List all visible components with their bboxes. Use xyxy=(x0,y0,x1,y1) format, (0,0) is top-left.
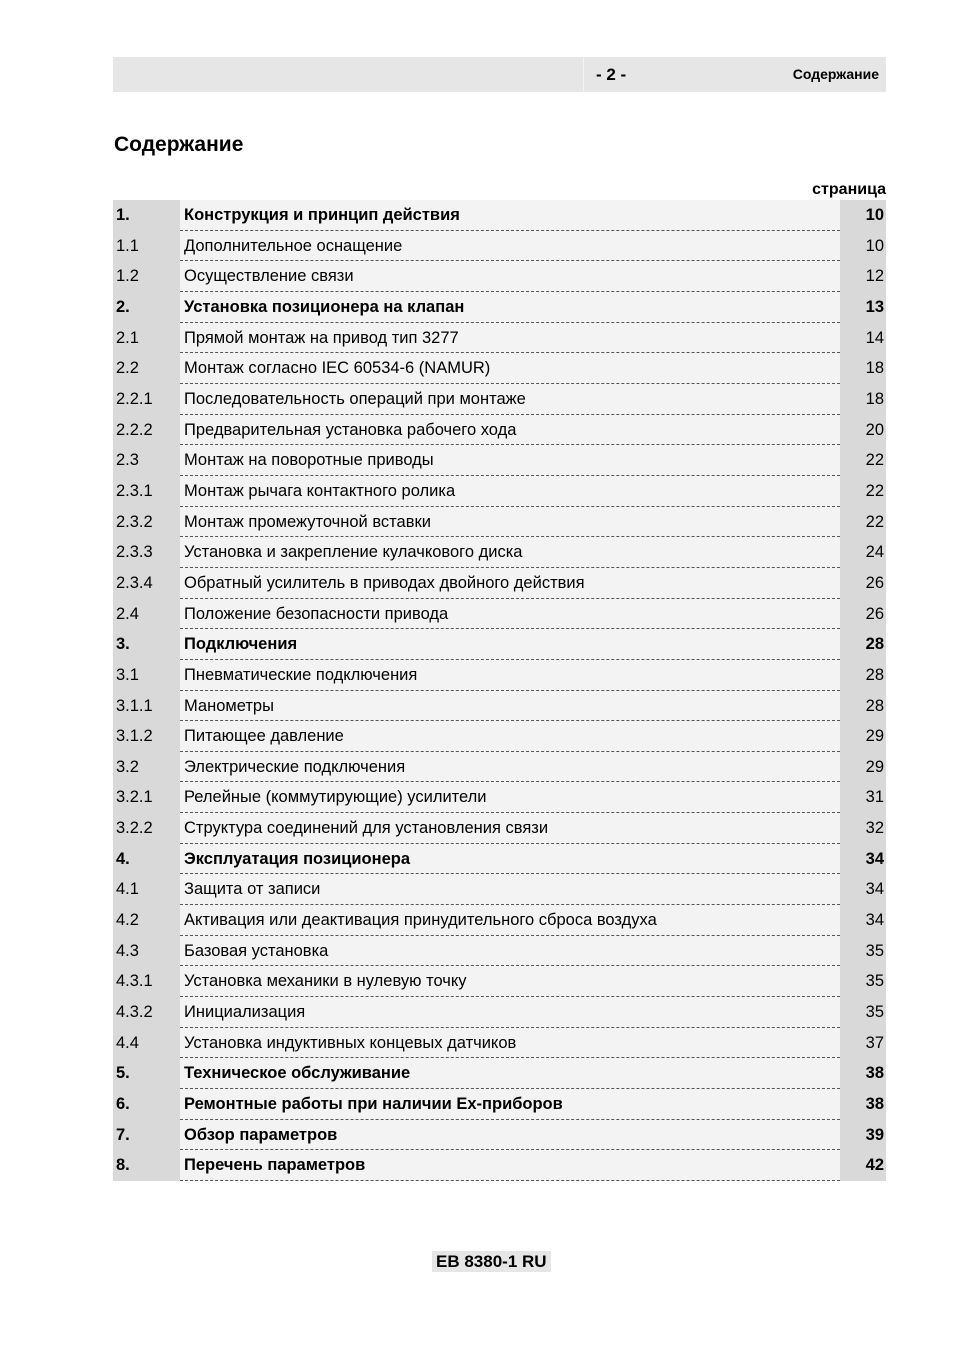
toc-number: 2.4 xyxy=(113,599,180,630)
toc-entry[interactable] xyxy=(113,660,886,691)
toc-number: 1. xyxy=(113,200,180,231)
toc-entry[interactable] xyxy=(113,1120,886,1151)
toc-number: 1.2 xyxy=(113,261,180,292)
toc-page: 24 xyxy=(840,537,886,568)
page-title: Содержание xyxy=(114,133,244,156)
toc-page: 39 xyxy=(840,1120,886,1151)
toc-title: Релейные (коммутирующие) усилители xyxy=(180,782,840,813)
toc-page: 32 xyxy=(840,813,886,844)
toc-number: 2.3.3 xyxy=(113,537,180,568)
toc-entry[interactable] xyxy=(113,1089,886,1120)
toc-title: Обратный усилитель в приводах двойного действия xyxy=(180,568,840,599)
toc-title: Конструкция и принцип действия xyxy=(180,200,840,231)
toc-number: 2.3 xyxy=(113,445,180,476)
toc-page: 22 xyxy=(840,476,886,507)
toc-entry[interactable] xyxy=(113,874,886,905)
toc-title: Положение безопасности привода xyxy=(180,599,840,630)
toc-title: Установка позиционера на клапан xyxy=(180,292,840,323)
toc-title: Перечень параметров xyxy=(180,1150,840,1181)
toc-entry[interactable] xyxy=(113,782,886,813)
table-of-contents xyxy=(113,200,886,1181)
toc-entry[interactable] xyxy=(113,752,886,783)
toc-page: 34 xyxy=(840,874,886,905)
toc-entry[interactable] xyxy=(113,966,886,997)
toc-entry[interactable] xyxy=(113,844,886,875)
toc-entry[interactable] xyxy=(113,936,886,967)
toc-entry[interactable] xyxy=(113,1058,886,1089)
toc-entry[interactable] xyxy=(113,599,886,630)
toc-page: 22 xyxy=(840,445,886,476)
toc-page: 28 xyxy=(840,691,886,722)
toc-title: Ремонтные работы при наличии Ex-приборов xyxy=(180,1089,840,1120)
toc-title: Осуществление связи xyxy=(180,261,840,292)
toc-entry[interactable] xyxy=(113,323,886,354)
toc-title: Последовательность операций при монтаже xyxy=(180,384,840,415)
toc-title: Монтаж на поворотные приводы xyxy=(180,445,840,476)
toc-page: 35 xyxy=(840,997,886,1028)
toc-entry[interactable] xyxy=(113,415,886,446)
toc-page: 42 xyxy=(840,1150,886,1181)
toc-entry[interactable] xyxy=(113,537,886,568)
toc-number: 3.1.2 xyxy=(113,721,180,752)
toc-title: Базовая установка xyxy=(180,936,840,967)
toc-page: 31 xyxy=(840,782,886,813)
toc-page: 29 xyxy=(840,721,886,752)
toc-page: 37 xyxy=(840,1028,886,1059)
toc-page: 12 xyxy=(840,261,886,292)
toc-page: 35 xyxy=(840,936,886,967)
toc-page: 18 xyxy=(840,384,886,415)
page-number: - 2 - xyxy=(583,57,626,92)
toc-page: 28 xyxy=(840,629,886,660)
toc-title: Защита от записи xyxy=(180,874,840,905)
toc-entry[interactable] xyxy=(113,905,886,936)
toc-entry[interactable] xyxy=(113,1150,886,1181)
toc-entry[interactable] xyxy=(113,721,886,752)
toc-title: Установка и закрепление кулачкового диска xyxy=(180,537,840,568)
toc-number: 4. xyxy=(113,844,180,875)
toc-title: Монтаж согласно IEC 60534-6 (NAMUR) xyxy=(180,353,840,384)
toc-title: Предварительная установка рабочего хода xyxy=(180,415,840,446)
toc-title: Обзор параметров xyxy=(180,1120,840,1151)
toc-number: 2.1 xyxy=(113,323,180,354)
toc-page: 35 xyxy=(840,966,886,997)
toc-entry[interactable] xyxy=(113,997,886,1028)
toc-number: 6. xyxy=(113,1089,180,1120)
toc-entry[interactable] xyxy=(113,507,886,538)
toc-number: 2.3.4 xyxy=(113,568,180,599)
toc-entry[interactable] xyxy=(113,353,886,384)
toc-number: 4.3.2 xyxy=(113,997,180,1028)
toc-page: 14 xyxy=(840,323,886,354)
page-header xyxy=(113,57,886,92)
toc-title: Электрические подключения xyxy=(180,752,840,783)
toc-entry[interactable] xyxy=(113,691,886,722)
toc-page: 13 xyxy=(840,292,886,323)
toc-page: 34 xyxy=(840,905,886,936)
toc-entry[interactable] xyxy=(113,445,886,476)
toc-page: 28 xyxy=(840,660,886,691)
toc-number: 4.3 xyxy=(113,936,180,967)
toc-title: Дополнительное оснащение xyxy=(180,231,840,262)
toc-number: 5. xyxy=(113,1058,180,1089)
toc-entry[interactable] xyxy=(113,292,886,323)
toc-page: 18 xyxy=(840,353,886,384)
toc-title: Монтаж рычага контактного ролика xyxy=(180,476,840,507)
toc-number: 3.1 xyxy=(113,660,180,691)
toc-number: 3.2.1 xyxy=(113,782,180,813)
toc-page: 22 xyxy=(840,507,886,538)
toc-number: 2.2.1 xyxy=(113,384,180,415)
toc-number: 4.3.1 xyxy=(113,966,180,997)
toc-entry[interactable] xyxy=(113,1028,886,1059)
toc-title: Прямой монтаж на привод тип 3277 xyxy=(180,323,840,354)
toc-title: Техническое обслуживание xyxy=(180,1058,840,1089)
toc-entry[interactable] xyxy=(113,813,886,844)
toc-number: 8. xyxy=(113,1150,180,1181)
toc-page: 10 xyxy=(840,200,886,231)
toc-entry[interactable] xyxy=(113,476,886,507)
toc-title: Монтаж промежуточной вставки xyxy=(180,507,840,538)
document-code: EB 8380-1 RU xyxy=(432,1251,551,1272)
toc-number: 4.1 xyxy=(113,874,180,905)
toc-page: 26 xyxy=(840,599,886,630)
toc-entry[interactable] xyxy=(113,568,886,599)
toc-title: Подключения xyxy=(180,629,840,660)
toc-number: 3.1.1 xyxy=(113,691,180,722)
toc-title: Инициализация xyxy=(180,997,840,1028)
toc-number: 3. xyxy=(113,629,180,660)
toc-page: 10 xyxy=(840,231,886,262)
toc-entry[interactable] xyxy=(113,629,886,660)
toc-number: 2.2.2 xyxy=(113,415,180,446)
toc-title: Установка механики в нулевую точку xyxy=(180,966,840,997)
toc-entry[interactable] xyxy=(113,200,886,231)
toc-title: Структура соединений для установления связи xyxy=(180,813,840,844)
toc-entry[interactable] xyxy=(113,231,886,262)
toc-title: Эксплуатация позиционера xyxy=(180,844,840,875)
toc-title: Манометры xyxy=(180,691,840,722)
toc-entry[interactable] xyxy=(113,384,886,415)
toc-number: 2. xyxy=(113,292,180,323)
toc-number: 2.3.2 xyxy=(113,507,180,538)
toc-title: Активация или деактивация принудительного сброса воздуха xyxy=(180,905,840,936)
toc-page: 34 xyxy=(840,844,886,875)
toc-number: 3.2 xyxy=(113,752,180,783)
toc-page: 38 xyxy=(840,1058,886,1089)
toc-title: Установка индуктивных концевых датчиков xyxy=(180,1028,840,1059)
toc-number: 7. xyxy=(113,1120,180,1151)
toc-entry[interactable] xyxy=(113,261,886,292)
toc-number: 2.3.1 xyxy=(113,476,180,507)
toc-page: 29 xyxy=(840,752,886,783)
toc-number: 3.2.2 xyxy=(113,813,180,844)
toc-number: 2.2 xyxy=(113,353,180,384)
toc-title: Пневматические подключения xyxy=(180,660,840,691)
toc-page: 38 xyxy=(840,1089,886,1120)
toc-number: 4.2 xyxy=(113,905,180,936)
toc-number: 1.1 xyxy=(113,231,180,262)
toc-page: 26 xyxy=(840,568,886,599)
page-column-label: страница xyxy=(812,181,886,198)
toc-number: 4.4 xyxy=(113,1028,180,1059)
header-section: Содержание xyxy=(792,66,879,82)
toc-title: Питающее давление xyxy=(180,721,840,752)
toc-page: 20 xyxy=(840,415,886,446)
